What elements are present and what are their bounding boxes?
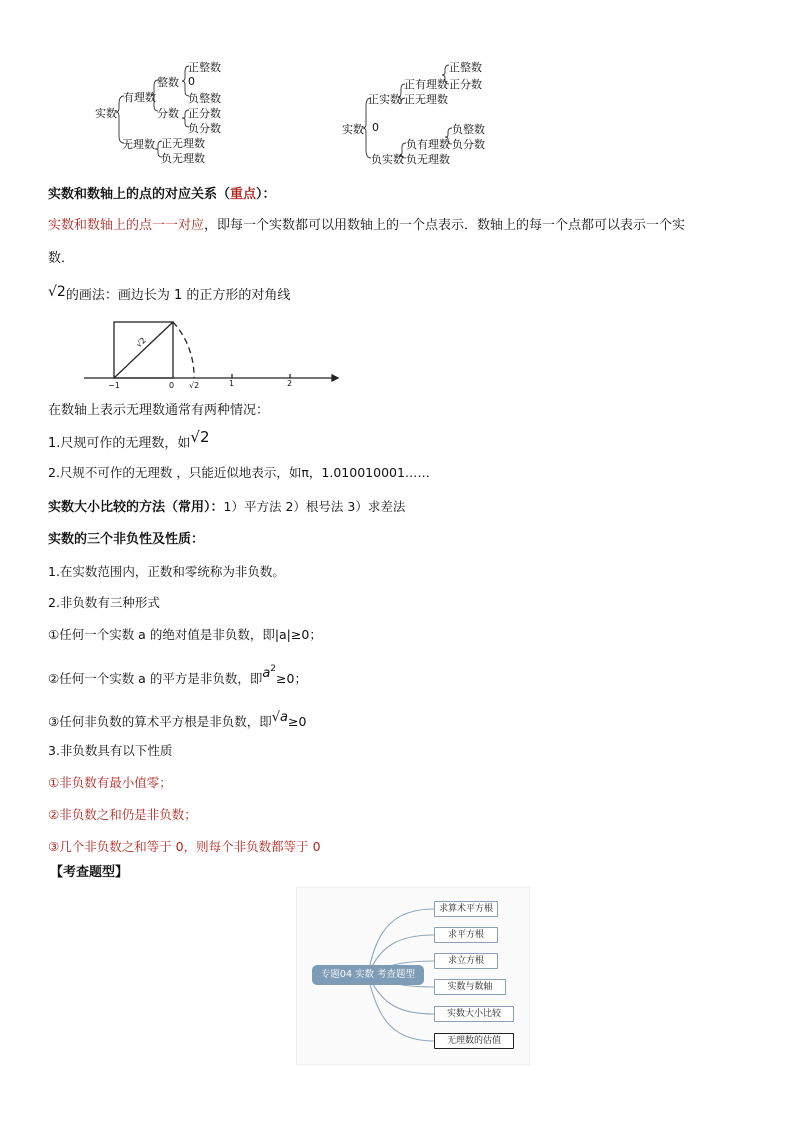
diagonal (114, 322, 173, 378)
correspondence-rest: ，即每一个实数都可以用数轴上的一个点表示．数轴上的每一个点都可以表示一个实 (204, 218, 686, 233)
tree-right-neg-irr: 负无理数 (406, 153, 450, 166)
mindmap-node-3: 求立方根 (434, 953, 498, 969)
tree-left-pos-frac: 正分数 (188, 107, 221, 120)
nonneg-p2: 2.非负数有三种形式 (48, 595, 160, 610)
heading-end: ）： (256, 187, 276, 202)
tree-right-neg-int: 负整数 (452, 123, 485, 136)
nonneg-heading: 实数的三个非负性及性质： (48, 532, 205, 547)
nonneg-form2 (48, 664, 307, 687)
axis-arrow (332, 375, 338, 381)
correspondence-line2: 数． (48, 251, 75, 266)
label-zero: 0 (169, 381, 175, 390)
tree-left-fraction: 分数 (157, 107, 179, 120)
tree-right-neg-rat: 负有理数 (406, 138, 450, 151)
nonneg-rule1: ①非负数有最小值零； (48, 775, 172, 790)
tree-right-pos-rat: 正有理数 (404, 78, 448, 91)
mindmap-node-5: 实数大小比较 (434, 1006, 514, 1022)
irrational-item2: 2.尺规不可作的无理数 ，只能近似地表示，如π，1.010010001…… (48, 465, 430, 480)
heading-text: 实数和数轴上的点的对应关系（ (48, 187, 231, 202)
form3-text: ③任何非负数的算术平方根是非负数，即 (48, 714, 272, 729)
nonneg-rule2: ②非负数之和仍是非负数； (48, 807, 197, 822)
form3-sym: √a (271, 710, 288, 725)
nonneg-rule3: ③几个非负数之和等于 0，则每个非负数都等于 0 (48, 839, 321, 854)
tree-left-zero: 0 (188, 75, 195, 88)
form2-end: ≥0； (276, 671, 307, 686)
tree-left-irrational: 无理数 (122, 138, 155, 151)
tree-left-pos-int: 正整数 (188, 61, 221, 74)
tree-right-pos-frac: 正分数 (449, 78, 482, 91)
label-diagonal: √2 (134, 335, 148, 350)
tree-right-neg-frac: 负分数 (452, 138, 485, 151)
tree-right-pos-irr: 正无理数 (404, 93, 448, 106)
tree-right-pos-real: 正实数 (368, 93, 401, 106)
sqrt2-caption: 的画法：画边长为 1 的正方形的对角线 (65, 288, 291, 303)
compare-line (48, 496, 405, 515)
nonneg-p1: 1.在实数范围内，正数和零统称为非负数。 (48, 564, 285, 579)
tree-right-neg-real: 负实数 (371, 153, 404, 166)
mindmap-node-4: 实数与数轴 (434, 979, 506, 995)
tree-left-neg-frac: 负分数 (188, 122, 221, 135)
classification-trees (0, 0, 794, 175)
sqrt2-caption-line (48, 284, 290, 303)
sqrt2-symbol: √2 (48, 284, 66, 300)
label-one: 1 (229, 379, 235, 388)
irrational-intro: 在数轴上表示无理数通常有两种情况： (48, 403, 270, 418)
exam-heading: 【考查题型】 (50, 865, 129, 880)
label-two: 2 (287, 379, 293, 388)
label-sqrt2: √2 (189, 381, 200, 390)
tree-right-pos-int: 正整数 (449, 61, 482, 74)
nonneg-p3: 3.非负数具有以下性质 (48, 743, 173, 758)
mindmap-root: 专题04 实数 考查题型 (312, 965, 424, 985)
item1-text: 1.尺规可作的无理数，如 (48, 436, 191, 451)
compare-heading: 实数大小比较的方法（常用）： (48, 500, 224, 515)
tree-left-pos-irr: 正无理数 (161, 137, 205, 150)
tree-right-zero: 0 (372, 121, 379, 134)
mindmap-node-2: 求平方根 (434, 927, 498, 943)
tree-left-neg-int: 负整数 (188, 92, 221, 105)
form3-end: ≥0 (287, 714, 307, 729)
irrational-item1 (48, 428, 210, 451)
tree-right-root: 实数 (342, 123, 364, 136)
arc (173, 322, 194, 378)
mindmap-node-6: 无理数的估值 (434, 1033, 514, 1049)
item1-symbol: √2 (190, 428, 210, 446)
form2-text: ②任何一个实数 a 的平方是非负数，即 (48, 671, 263, 686)
correspondence-red: 实数和数轴上的点一一对应 (48, 218, 205, 233)
form2-exp: 2 (270, 664, 277, 674)
heading-key: 重点 (230, 187, 257, 202)
sqrt2-number-line-diagram (80, 312, 340, 392)
tree-left-root: 实数 (95, 107, 117, 120)
nonneg-form1: ①任何一个实数 a 的绝对值是非负数，即|a|≥0； (48, 627, 322, 642)
tree-left-rational: 有理数 (123, 91, 156, 104)
section-heading-correspondence (48, 183, 276, 202)
nonneg-form3 (48, 712, 306, 730)
correspondence-line1 (48, 214, 685, 233)
form2-var: a (262, 666, 271, 681)
tree-left-integer: 整数 (157, 76, 179, 89)
compare-methods: 1）平方法 2）根号法 3）求差法 (223, 499, 406, 514)
mindmap-node-1: 求算术平方根 (434, 901, 498, 917)
label-minus-one: −1 (108, 381, 120, 390)
tree-left-neg-irr: 负无理数 (161, 152, 205, 165)
